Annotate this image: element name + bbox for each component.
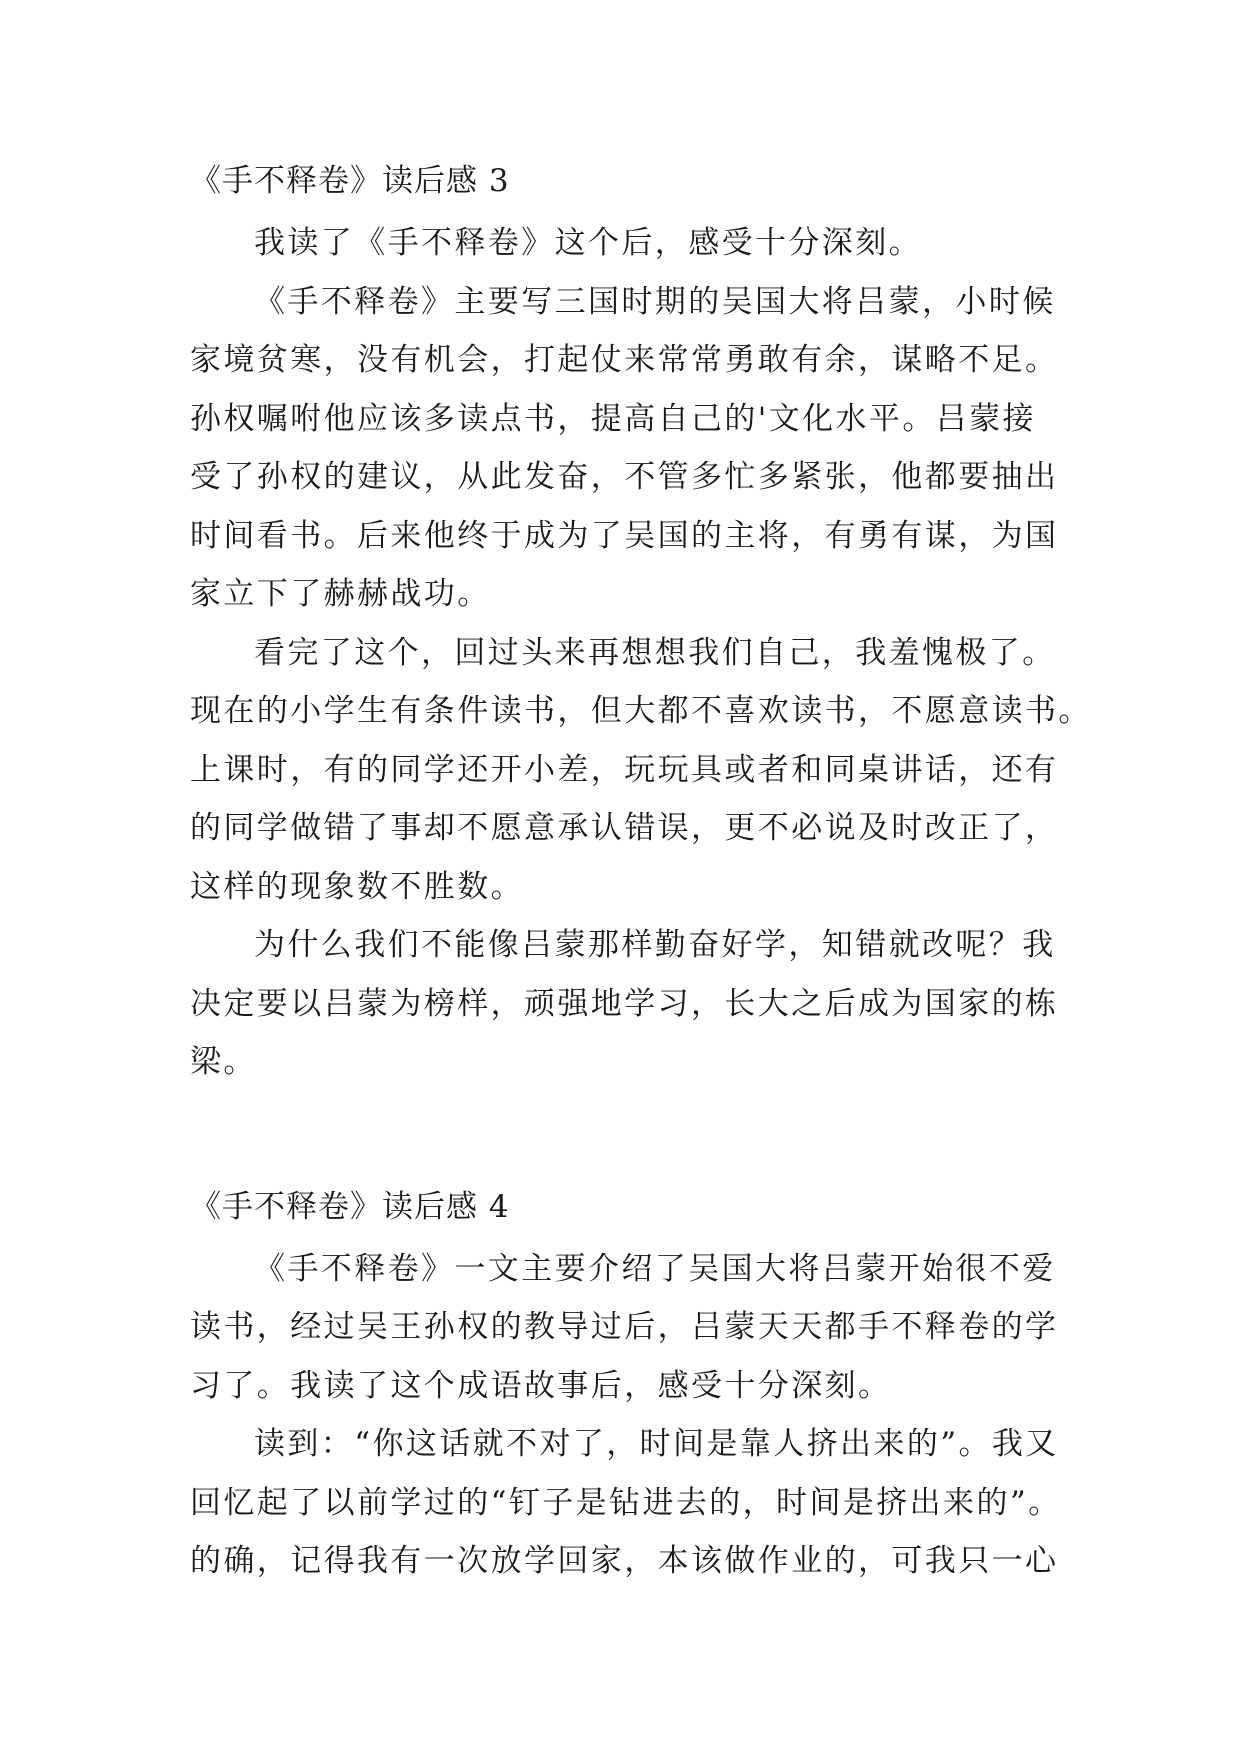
section-body xyxy=(190,214,1092,1092)
text-line: 《手不释卷》一文主要介绍了吴国大将吕蒙开始很不爱 xyxy=(254,1250,1056,1287)
paragraph xyxy=(190,273,1070,624)
text-line: 时间看书。后来他终于成为了吴国的主将，有勇有谋，为国 xyxy=(190,517,1059,554)
paragraph xyxy=(190,1240,1070,1416)
text-line: 孙权嘱咐他应该多读点书，提高自己的'文化水平。吕蒙接 xyxy=(190,400,1036,437)
text-line: 为什么我们不能像吕蒙那样勤奋好学，知错就改呢？我 xyxy=(254,927,1056,963)
paragraph xyxy=(190,624,1092,917)
text-line: 回忆起了以前学过的“钉子是钻进去的，时间是挤出来的”。 xyxy=(190,1484,1062,1521)
text-line: 的确，记得我有一次放学回家，本该做作业的，可我只一心 xyxy=(190,1543,1059,1579)
text-line: 上课时，有的同学还开小差，玩玩具或者和同桌讲话，还有 xyxy=(190,751,1059,788)
text-line: 我读了《手不释卷》这个后，感受十分深刻。 xyxy=(254,225,922,261)
text-line: 看完了这个，回过头来再想想我们自己，我羞愧极了。 xyxy=(254,634,1056,671)
essay-section-4 xyxy=(190,1184,1070,1591)
text-line: 家境贫寒，没有机会，打起仗来常常勇敢有余，谋略不足。 xyxy=(190,342,1059,378)
text-line: 受了孙权的建议，从此发奋，不管多忙多紧张，他都要抽出 xyxy=(190,459,1059,495)
section-title: 《手不释卷》读后感 4 xyxy=(190,1188,510,1225)
paragraph xyxy=(190,916,1070,1092)
paragraph xyxy=(190,1415,1070,1591)
text-line: 现在的小学生有条件读书，但大都不喜欢读书，不愿意读书。 xyxy=(190,693,1092,729)
text-line: 《手不释卷》主要写三国时期的吴国大将吕蒙，小时候 xyxy=(254,283,1056,320)
text-line: 的同学做错了事却不愿意承认错误，更不必说及时改正了， xyxy=(190,810,1059,846)
text-line: 这样的现象数不胜数。 xyxy=(190,868,524,905)
text-line: 习了。我读了这个成语故事后，感受十分深刻。 xyxy=(190,1367,892,1404)
paragraph xyxy=(190,214,1070,273)
text-line: 梁。 xyxy=(190,1044,257,1080)
text-line: 决定要以吕蒙为榜样，顽强地学习，长大之后成为国家的栋 xyxy=(190,985,1059,1022)
section-body xyxy=(190,1240,1070,1591)
text-line: 读书，经过吴王孙权的教导过后，吕蒙天天都手不释卷的学 xyxy=(190,1309,1059,1345)
text-line: 家立下了赫赫战功。 xyxy=(190,576,491,612)
document-page xyxy=(190,158,1092,1591)
section-title: 《手不释卷》读后感 3 xyxy=(190,163,510,199)
text-line: 读到：“你这话就不对了，时间是靠人挤出来的”。我又 xyxy=(254,1426,1059,1462)
essay-section-3 xyxy=(190,158,1092,1092)
